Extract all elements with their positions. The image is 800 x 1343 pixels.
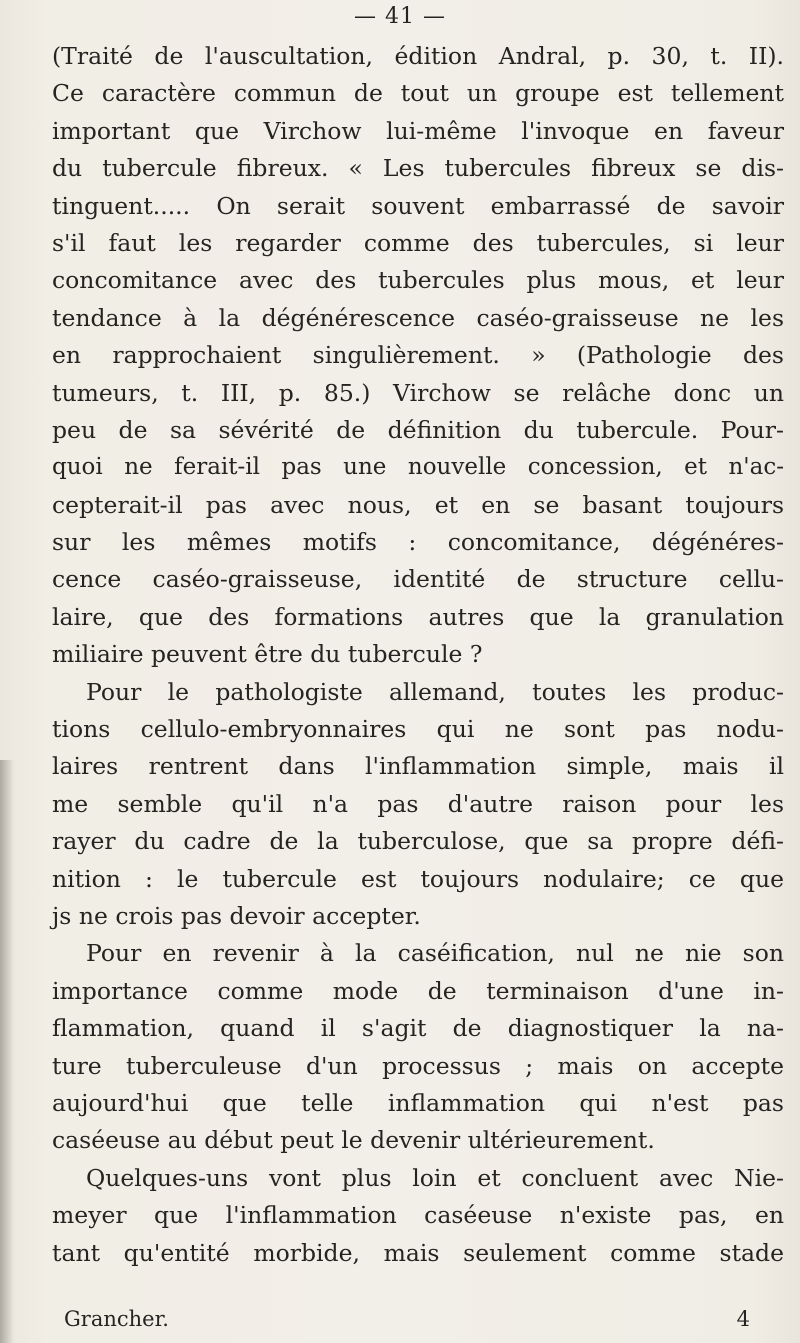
text-line: quoi ne ferait-il pas une nouvelle concession, et n'ac- — [52, 454, 784, 481]
text-line: tions cellulo-embryonnaires qui ne sont pas nodu- — [52, 715, 784, 744]
page-footer — [64, 1304, 764, 1334]
text-line: concomitance avec des tubercules plus mous, et leur — [52, 266, 784, 295]
text-line: caséeuse au début peut le devenir ultérieurement. — [52, 1126, 655, 1155]
text-line: tendance à la dégénérescence caséo-graisseuse ne les — [52, 303, 784, 332]
text-line: tinguent..... On serait souvent embarrassé de savoir — [52, 191, 784, 220]
text-line: nition : le tubercule est toujours nodulaire; ce que — [52, 864, 784, 893]
text-line: meyer que l'inflammation caséeuse n'existe pas, en — [52, 1201, 784, 1230]
text-line: Ce caractère commun de tout un groupe est tellement — [52, 79, 784, 108]
text-line: rayer du cadre de la tuberculose, que sa propre défi- — [52, 827, 784, 856]
text-line: laire, que des formations autres que la granulation — [52, 602, 784, 631]
text-line — [52, 38, 784, 75]
body-text — [52, 38, 784, 1272]
text-line: tumeurs, t. III, p. 85.) Virchow se relâche donc un — [52, 378, 784, 407]
text-line: sur les mêmes motifs : concomitance, dégénéres- — [52, 528, 784, 557]
text-line: laires rentrent dans l'inflammation simple, mais il — [52, 752, 784, 781]
text-line: importance comme mode de terminaison d'une in- — [52, 976, 784, 1005]
text-line: flammation, quand il s'agit de diagnostiquer la na- — [52, 1014, 784, 1043]
line-text: (Traité de l'auscultation, édition Andral, p. 30, t. II). — [52, 42, 784, 70]
text-line: js ne crois pas devoir accepter. — [52, 901, 421, 930]
binding-shadow — [0, 760, 14, 1343]
gathering-number: 4 — [736, 1307, 750, 1331]
text-line: me semble qu'il n'a pas d'autre raison pour les — [52, 789, 784, 818]
page-number: — 41 — — [354, 4, 446, 29]
signature-mark: Grancher. — [64, 1307, 169, 1331]
text-line: cepterait-il pas avec nous, et en se basant toujours — [52, 490, 784, 519]
text-line: Pour le pathologiste allemand, toutes les produc- — [86, 677, 784, 706]
text-line: important que Virchow lui-même l'invoque en faveur — [52, 116, 784, 145]
text-line: s'il faut les regarder comme des tubercules, si leur — [52, 228, 784, 257]
text-line: Pour en revenir à la caséification, nul ne nie son — [86, 939, 784, 968]
text-line: en rapprochaient singulièrement. » (Pathologie des — [52, 341, 784, 370]
text-line: aujourd'hui que telle inflammation qui n'est pas — [52, 1088, 784, 1117]
text-line: du tubercule fibreux. « Les tubercules fibreux se dis- — [52, 154, 784, 183]
text-line: peu de sa sévérité de définition du tubercule. Pour- — [52, 415, 784, 444]
text-line: Quelques-uns vont plus loin et concluent avec Nie- — [86, 1163, 784, 1192]
text-line: tant qu'entité morbide, mais seulement comme stade — [52, 1238, 784, 1267]
text-line: ture tuberculeuse d'un processus ; mais on accepte — [52, 1051, 784, 1080]
text-line: cence caséo-graisseuse, identité de structure cellu- — [52, 565, 784, 594]
text-line: miliaire peuvent être du tubercule ? — [52, 640, 483, 669]
